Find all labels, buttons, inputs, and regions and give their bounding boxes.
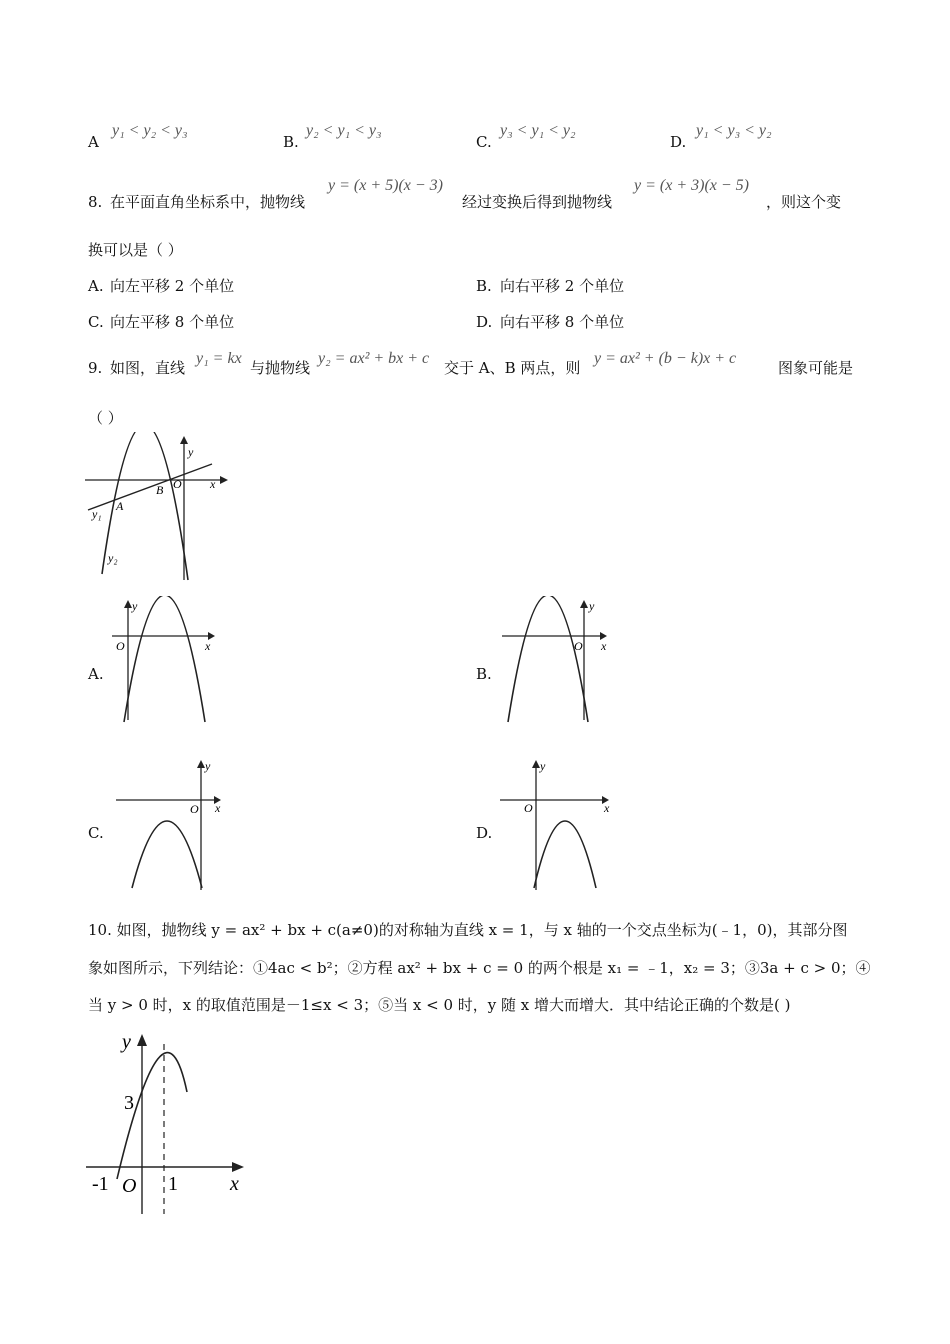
- q8-option-d-label: D.: [476, 313, 493, 331]
- y-axis-arrow-icon: [197, 760, 205, 768]
- y-axis-label: y: [540, 759, 546, 773]
- q8-option-d-text: 向右平移 8 个单位: [500, 313, 625, 331]
- origin-label: O: [190, 802, 199, 816]
- parabola: [132, 821, 202, 888]
- q7-option-b-formula: y₂ < y₁ < y₃: [306, 122, 382, 139]
- q10-figure: [84, 1024, 254, 1220]
- q7-option-d-formula: y₁ < y₃ < y₂: [696, 122, 772, 139]
- q7-option-c-formula: y₃ < y₁ < y₂: [500, 122, 576, 139]
- q9-option-d-label: D.: [476, 824, 493, 842]
- q9-text4: 图象可能是: [778, 359, 854, 377]
- q10-line1: 10. 如图，抛物线 y = ax² + bx + c(a≠0)的对称轴为直线 x = 1，与 x 轴的一个交点坐标为(﹣1，0)，其部分图: [88, 921, 848, 939]
- one-label: 1: [168, 1173, 178, 1195]
- x-axis-arrow-icon: [220, 476, 228, 484]
- q7-option-c-label: C.: [476, 133, 492, 151]
- y-axis-arrow-icon: [532, 760, 540, 768]
- q8-text1: 在平面直角坐标系中，抛物线: [110, 193, 306, 211]
- parabola: [534, 821, 596, 888]
- q9-option-a-label: A.: [88, 665, 104, 683]
- y-axis-label: y: [205, 759, 211, 773]
- q9-text1: 如图，直线: [110, 359, 186, 377]
- intercept-3-label: 3: [124, 1092, 134, 1114]
- y-axis-arrow-icon: [124, 600, 132, 608]
- parabola: [117, 1053, 187, 1179]
- q9-option-b-label: B.: [476, 665, 492, 683]
- x-axis-label: x: [215, 801, 221, 815]
- q8-text4: 换可以是（ ）: [88, 241, 183, 259]
- q9-option-c-figure: [114, 756, 234, 894]
- x-axis-label: x: [205, 639, 211, 653]
- y-axis-arrow-icon: [580, 600, 588, 608]
- q8-option-c-label: C.: [88, 313, 104, 331]
- y-axis-arrow-icon: [137, 1034, 147, 1046]
- q9-formula3: y = ax² + (b − k)x + c: [594, 350, 737, 367]
- q9-formula1: y₁ = kx: [196, 350, 242, 367]
- q9-main-figure: [80, 432, 230, 592]
- y1-label: y₁: [92, 507, 102, 521]
- y-axis-label: y: [589, 599, 595, 613]
- line-y1: [88, 464, 212, 510]
- q9-option-d-figure: [498, 756, 618, 894]
- q7-option-b-label: B.: [283, 133, 299, 151]
- q7-option-a-formula: y₁ < y₂ < y₃: [112, 122, 188, 139]
- q8-number: 8.: [88, 193, 103, 211]
- origin-label: O: [116, 639, 125, 653]
- x-axis-arrow-icon: [232, 1162, 244, 1172]
- point-a-label: A: [116, 499, 124, 513]
- q9-option-a-figure: [108, 596, 218, 726]
- y-axis-label: y: [122, 1031, 131, 1053]
- parabola: [124, 596, 205, 722]
- q9-text3: 交于 A、B 两点，则: [444, 359, 581, 377]
- origin-label: O: [574, 639, 583, 653]
- y-axis-label: y: [188, 445, 194, 459]
- q8-text3: ，则这个变: [766, 193, 842, 211]
- y-axis-label: y: [132, 599, 138, 613]
- point-b-label: B: [156, 483, 164, 497]
- x-axis-label: x: [601, 639, 607, 653]
- x-axis-label: x: [604, 801, 610, 815]
- q7-option-d-label: D.: [670, 133, 687, 151]
- q9-number: 9.: [88, 359, 103, 377]
- x-axis-label: x: [230, 1173, 239, 1195]
- q9-option-c-label: C.: [88, 824, 104, 842]
- q9-option-b-figure: [500, 596, 620, 726]
- q7-option-a-label: A: [88, 133, 99, 151]
- q8-option-a-label: A.: [88, 277, 104, 295]
- q9-text5: （ ）: [88, 409, 123, 427]
- q9-text2: 与抛物线: [250, 359, 311, 377]
- q10-line2: 象如图所示，下列结论：①4ac < b²；②方程 ax² + bx + c = 0 的两个根是 x₁ = ﹣1，x₂ = 3；③3a + c > 0；④: [88, 959, 871, 977]
- q9-formula2: y₂ = ax² + bx + c: [318, 350, 430, 367]
- origin-label: O: [173, 477, 182, 491]
- origin-label: O: [122, 1175, 137, 1197]
- y2-label: y₂: [108, 551, 118, 565]
- q8-option-a-text: 向左平移 2 个单位: [110, 277, 235, 295]
- neg-one-label: -1: [92, 1173, 109, 1195]
- q8-text2: 经过变换后得到抛物线: [462, 193, 613, 211]
- parabola: [508, 596, 588, 722]
- q8-option-c-text: 向左平移 8 个单位: [110, 313, 235, 331]
- q8-formula2: y = (x + 3)(x − 5): [634, 177, 750, 194]
- x-axis-label: x: [210, 477, 216, 491]
- q8-option-b-label: B.: [476, 277, 492, 295]
- q8-formula1: y = (x + 5)(x − 3): [328, 177, 444, 194]
- q10-line3: 当 y > 0 时，x 的取值范围是－1≤x < 3；⑤当 x < 0 时，y 随 x 增大而增大．其中结论正确的个数是( ): [88, 996, 791, 1014]
- q8-option-b-text: 向右平移 2 个单位: [500, 277, 625, 295]
- origin-label: O: [524, 801, 533, 815]
- y-axis-arrow-icon: [180, 436, 188, 444]
